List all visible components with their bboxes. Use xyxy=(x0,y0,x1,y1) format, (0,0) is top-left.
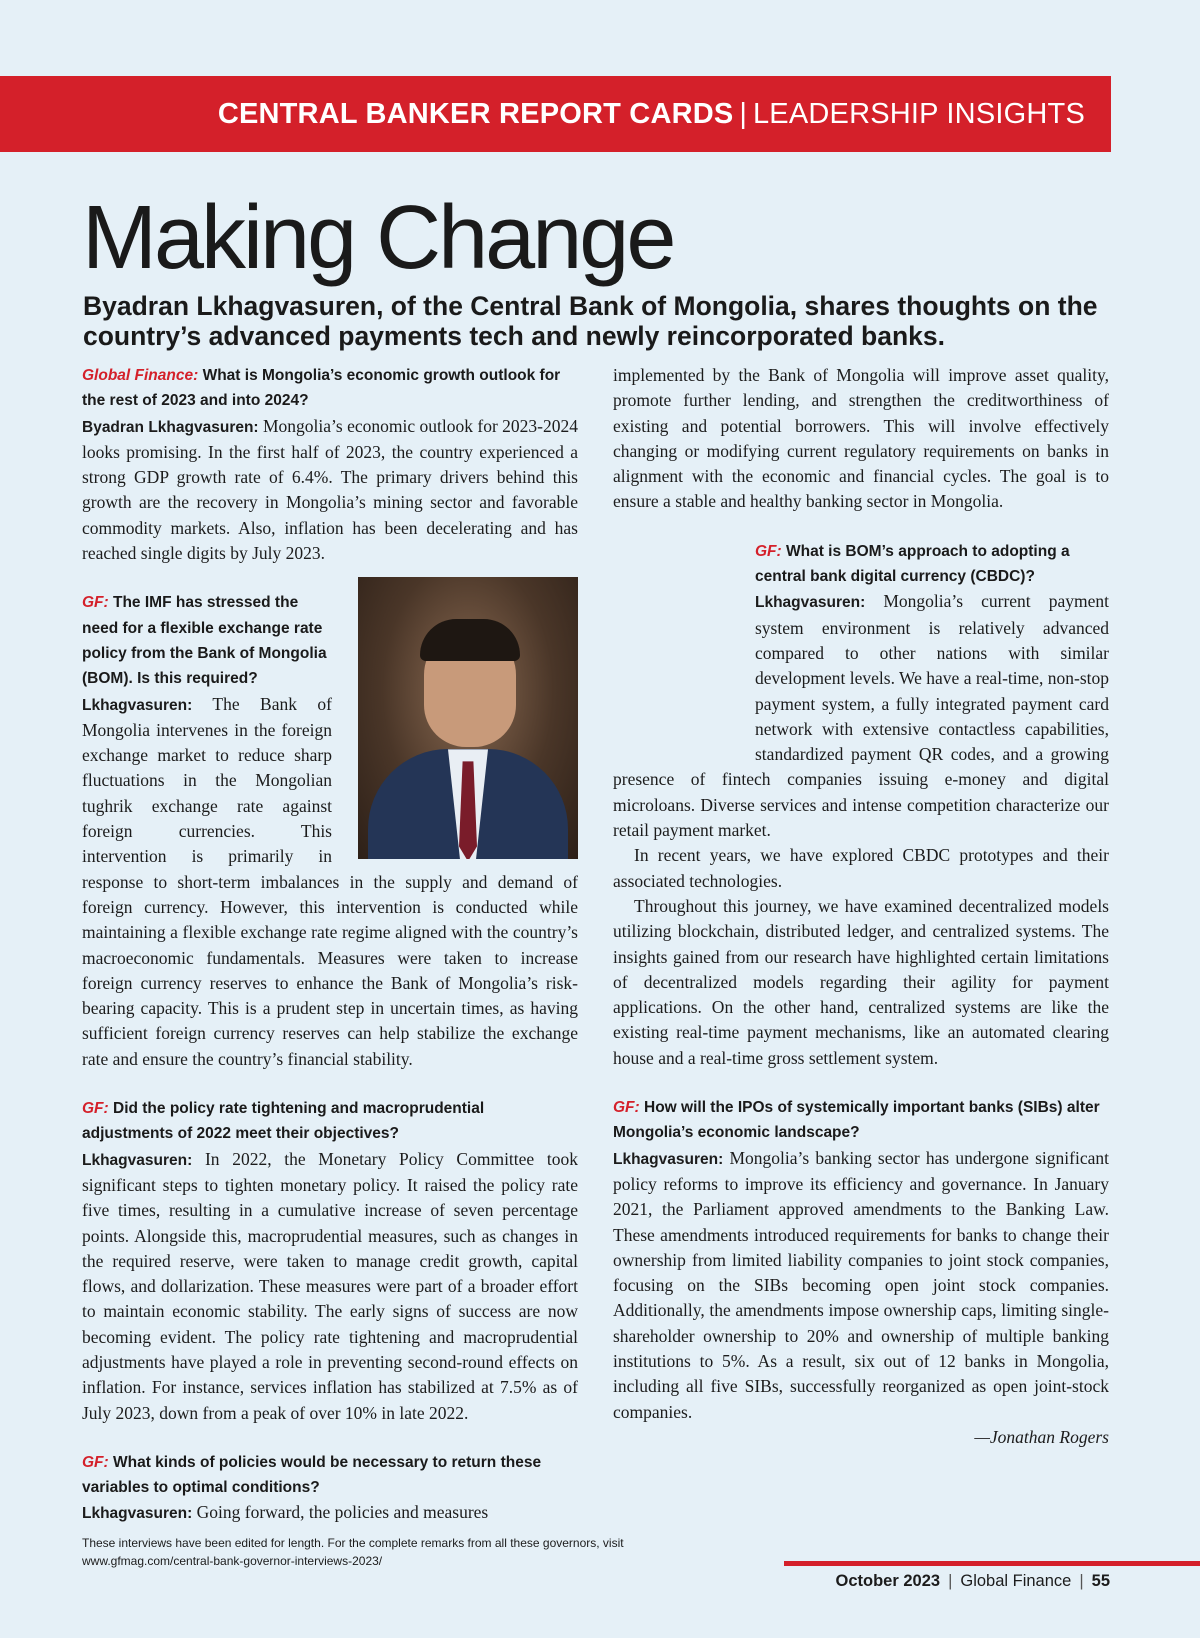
question-label: GF: xyxy=(82,1453,109,1471)
answer-1: Byadran Lkhagvasuren: Mongolia’s economic outlook for 2023-2024 looks promising. In the first half of 2023, the country experienced a strong GDP growth rate of 6.4%. The primary drivers behind this growth are the recovery in Mongolia’s mining sector and favorable commodity markets. Also, inflation has been decelerating and has reached single digits by July 2023. xyxy=(82,415,578,564)
answer-2: Lkhagvasuren: The Bank of Mongolia intervenes in the foreign exchange market to reduce sharp fluctuations in the Mongolian tughrik exchange rate against foreign currencies. This intervention is primarily in response to short-term imbalances in the supply and demand of foreign currency. However, this intervention is conducted while maintaining a flexible exchange rate regime aligned with the country’s macroeconomic fundamentals. Measures were taken to increase foreign currency reserves to enhance the Bank of Mongolia’s risk-bearing capacity. This is a prudent step in uncertain times, as having sufficient foreign currency reserves can help stabilize the exchange rate and ensure the country’s financial stability. xyxy=(82,693,578,1069)
footnote: These interviews have been edited for length. For the complete remarks from all these governors, visit www.gfmag.com/central-bank-governor-interviews-2023/ xyxy=(82,1536,624,1568)
speaker-label: Lkhagvasuren: xyxy=(82,1151,193,1169)
footer-rule xyxy=(784,1561,1200,1566)
answer-5-paragraph-3: Throughout this journey, we have examined decentralized models utilizing blockchain, distributed ledger, and centralized systems. The insights gained from our research have highlighted certain limitations of decentralized models regarding their agility for payment applications. On the other hand, centralized systems are like the existing real-time payment mechanisms, like an automated clearing house and a real-time gross settlement system. xyxy=(613,895,1109,1068)
issue-date: October 2023 xyxy=(835,1572,941,1590)
answer-5-paragraph-2: In recent years, we have explored CBDC prototypes and their associated technologies. xyxy=(613,845,1109,891)
question-3: GF: Did the policy rate tightening and macroprudential adjustments of 2022 meet their objectives? xyxy=(82,1100,485,1143)
question-label: GF: xyxy=(755,542,782,560)
question-label: GF: xyxy=(613,1099,640,1117)
column-left xyxy=(82,363,578,1527)
answer-4: Lkhagvasuren: Going forward, the policies and measures xyxy=(82,1502,489,1523)
subsection-title: LEADERSHIP INSIGHTS xyxy=(752,97,1085,130)
question-5: GF: What is BOM’s approach to adopting a central bank digital currency (CBDC)? xyxy=(755,542,1070,586)
speaker-label: Lkhagvasuren: xyxy=(82,1505,193,1523)
answer-4-continued: implemented by the Bank of Mongolia will improve asset quality, promote further lending, and strengthen the creditworthiness of existing and potential borrowers. This will involve effectively changing or modifying current regulatory requirements on banks in alignment with the economic and financial cycles. The goal is to ensure a stable and healthy banking sector in Mongolia. xyxy=(613,365,1109,512)
answer-6: Lkhagvasuren: Mongolia’s banking sector has undergone significant policy reforms to improve its efficiency and governance. In January 2021, the Parliament approved amendments to the Banking Law. These amendments introduced requirements for banks to change their ownership from limited liability companies to joint stock companies, focusing on the SIBs becoming open joint stock companies. Additionally, the amendments impose ownership caps, limiting single-shareholder ownership to 20% and ownership of multiple banking institutions to 5%. As a result, six out of 12 banks in Mongolia, including all five SIBs, successfully reorganized as open joint-stock companies. xyxy=(613,1147,1109,1422)
portrait-photo xyxy=(358,577,578,859)
footer-divider: | xyxy=(1079,1572,1084,1590)
speaker-label: Lkhagvasuren: xyxy=(613,1150,724,1168)
article-title: Making Change xyxy=(82,188,674,288)
question-1: Global Finance: What is Mongolia’s economic growth outlook for the rest of 2023 and into 2024? xyxy=(82,367,561,410)
answer-3: Lkhagvasuren: In 2022, the Monetary Policy Committee took significant steps to tighten monetary policy. It raised the policy rate five times, resulting in a cumulative increase of seven percentage points. Alongside this, macroprudential measures, such as changes in the required reserve, were taken to manage credit growth, capital flows, and dollarization. These measures were part of a broader effort to maintain economic stability. The early signs of success are now becoming evident. The policy rate tightening and macroprudential adjustments have played a role in preventing second-round effects on inflation. For instance, services inflation has stabilized at 7.5% as of July 2023, down from a peak of over 10% in late 2022. xyxy=(82,1148,578,1423)
speaker-label: Byadran Lkhagvasuren: xyxy=(82,418,259,436)
byline: —Jonathan Rogers xyxy=(974,1426,1109,1447)
question-label: Global Finance: xyxy=(82,367,199,384)
column-right xyxy=(613,363,1109,1450)
question-label: GF: xyxy=(82,594,109,612)
footer-divider: | xyxy=(948,1572,953,1590)
banner-divider: | xyxy=(739,97,747,130)
section-title: CENTRAL BANKER REPORT CARDS xyxy=(217,97,734,130)
question-label: GF: xyxy=(82,1100,109,1118)
speaker-label: Lkhagvasuren: xyxy=(82,696,193,714)
page-footer xyxy=(836,1569,1111,1593)
article-subtitle: Byadran Lkhagvasuren, of the Central Bank of Mongolia, shares thoughts on the country’s advanced payments tech and newly reincorporated banks. xyxy=(83,291,1098,351)
page-number: 55 xyxy=(1091,1572,1110,1590)
question-4: GF: What kinds of policies would be necessary to return these variables to optimal conditions? xyxy=(82,1453,542,1497)
question-2: GF: The IMF has stressed the need for a flexible exchange rate policy from the Bank of Mongolia (BOM). Is this required? xyxy=(82,594,327,688)
section-banner xyxy=(0,76,1111,152)
speaker-label: Lkhagvasuren: xyxy=(755,594,866,612)
answer-5: Lkhagvasuren: Mongolia’s current payment system environment is relatively advanced compared to other nations with similar development levels. We have a real-time, non-stop payment system, a fully integrated payment card network with extensive contactless capabilities, standardized payment QR codes, and a growing presence of fintech companies issuing e-money and digital microloans. Diverse services and intense competition characterize our retail payment market. xyxy=(613,591,1109,841)
question-6: GF: How will the IPOs of systemically important banks (SIBs) alter Mongolia’s economic landscape? xyxy=(613,1099,1100,1142)
photo-wrap-space xyxy=(613,515,731,747)
publication-name: Global Finance xyxy=(960,1572,1072,1590)
